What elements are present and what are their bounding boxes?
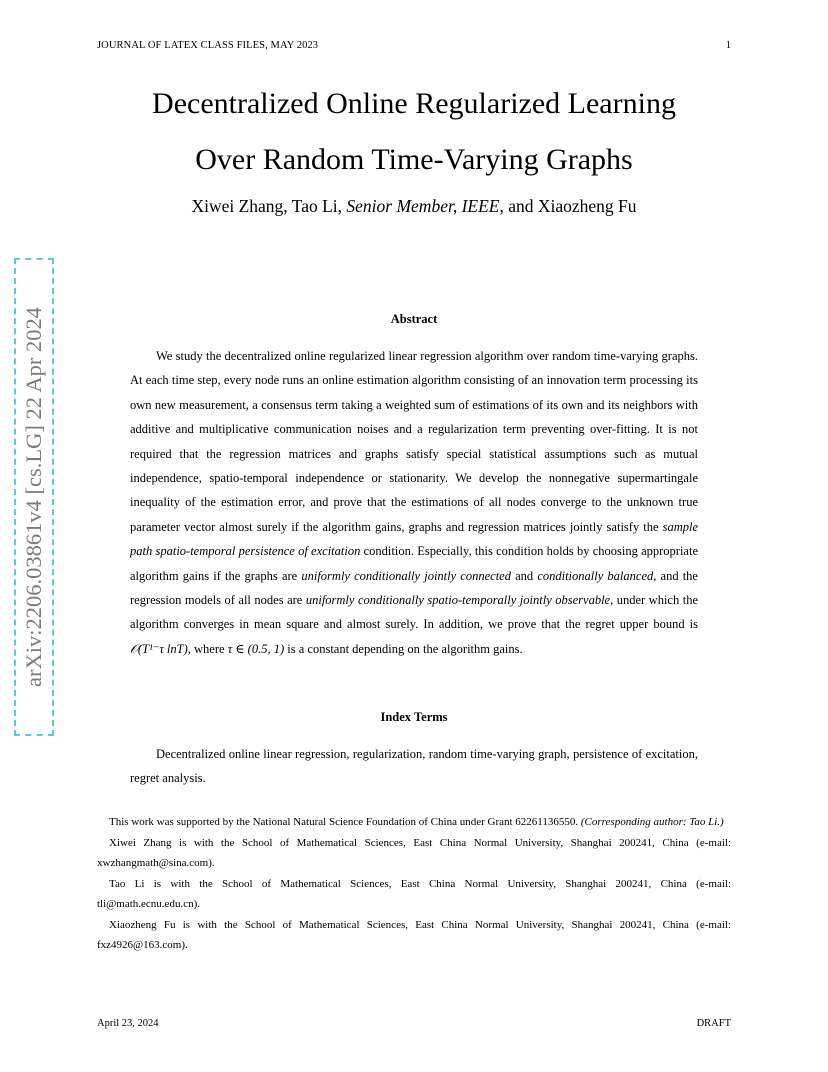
- title-line-2: Over Random Time-Varying Graphs: [195, 143, 633, 176]
- abstract-text: is a constant depending on the algorithm gains.: [284, 641, 523, 656]
- abstract-text: We study the decentralized online regularized linear regression algorithm over random time-varying graphs. At each time step, every node runs an online estimation algorithm consisting of an innovation term processing its own new measurement, a consensus term taking a weighted sum of estimations of its own and its neighbors with additive and multiplicative communication noises and a regularization term preventing over-fitting. It is not required that the regression matrices and graphs satisfy special statistical assumptions such as mutual independence, spatio-temporal independence or stationarity. We develop the nonnegative supermartingale inequality of the estimation error, and prove that the estimations of all nodes converge to the unknown true parameter vector almost surely if the algorithm gains, graphs and regression matrices jointly satisfy the: [130, 349, 698, 534]
- abstract-emphasis: uniformly conditionally spatio-temporally jointly observable: [305, 593, 611, 608]
- abstract-text: , under which the algorithm converges in mean square and almost surely. In addition, we prove that the regret upper bound is: [130, 593, 699, 632]
- index-terms-body: [130, 742, 698, 791]
- paper-title: [60, 76, 768, 188]
- footnote-corresponding: (Corresponding author: Tao Li.): [580, 816, 724, 828]
- footer-draft: DRAFT: [696, 1018, 731, 1029]
- title-line-1: Decentralized Online Regularized Learning: [152, 87, 676, 120]
- author-names-2: , and Xiaozheng Fu: [499, 196, 637, 216]
- abstract-text: and: [510, 568, 538, 583]
- abstract-paragraph: [130, 344, 698, 661]
- footnotes: [97, 812, 731, 956]
- arxiv-stamp-text: arXiv:2206.03861v4 [cs.LG] 22 Apr 2024: [21, 307, 46, 687]
- footnote-funding: [97, 812, 731, 833]
- abstract-emphasis: uniformly conditionally jointly connected: [301, 568, 511, 583]
- abstract-math-regret: 𝒪(T¹⁻τ lnT): [130, 641, 188, 656]
- footnote-funding-text: This work was supported by the National Natural Science Foundation of China under Grant 62261136550.: [109, 816, 581, 828]
- footer-date: April 23, 2024: [97, 1018, 159, 1029]
- index-terms-text: Decentralized online linear regression, regularization, random time-varying graph, persistence of excitation, regret analysis.: [130, 747, 698, 786]
- abstract-body: [130, 344, 698, 661]
- abstract-text: , where: [187, 641, 228, 656]
- footnote-affiliation-zhang: Xiwei Zhang is with the School of Mathematical Sciences, East China Normal University, Shanghai 200241, China (e-mail: xwzhangmath@sina.com).: [97, 836, 731, 869]
- arxiv-stamp: [14, 258, 54, 736]
- footnote-affiliation-li: Tao Li is with the School of Mathematical Sciences, East China Normal University, Shanghai 200241, China (e-mail: tli@math.ecnu.edu.cn).: [97, 877, 731, 910]
- page-number: 1: [725, 40, 731, 51]
- abstract-text: , and the regression models of all nodes are: [130, 568, 698, 608]
- abstract-text: condition. Especially, this condition holds by choosing appropriate algorithm gains if the graphs are: [130, 544, 698, 583]
- abstract-emphasis: conditionally balanced: [537, 568, 654, 583]
- footnote-affiliation-fu: Xiaozheng Fu is with the School of Mathematical Sciences, East China Normal University, Shanghai 200241, China (e-mail: fxz4926@163.com).: [97, 918, 731, 951]
- abstract-math-tau: τ ∈ (0.5, 1): [227, 641, 285, 656]
- author-list: [60, 196, 768, 217]
- running-header-journal: JOURNAL OF LATEX CLASS FILES, MAY 2023: [97, 40, 319, 51]
- author-names-1: Xiwei Zhang, Tao Li,: [191, 196, 347, 216]
- abstract-emphasis: sample path spatio-temporal persistence of excitation: [130, 519, 698, 559]
- author-membership: Senior Member, IEEE: [346, 196, 500, 216]
- abstract-heading: Abstract: [390, 312, 438, 326]
- index-terms-heading: Index Terms: [380, 710, 448, 724]
